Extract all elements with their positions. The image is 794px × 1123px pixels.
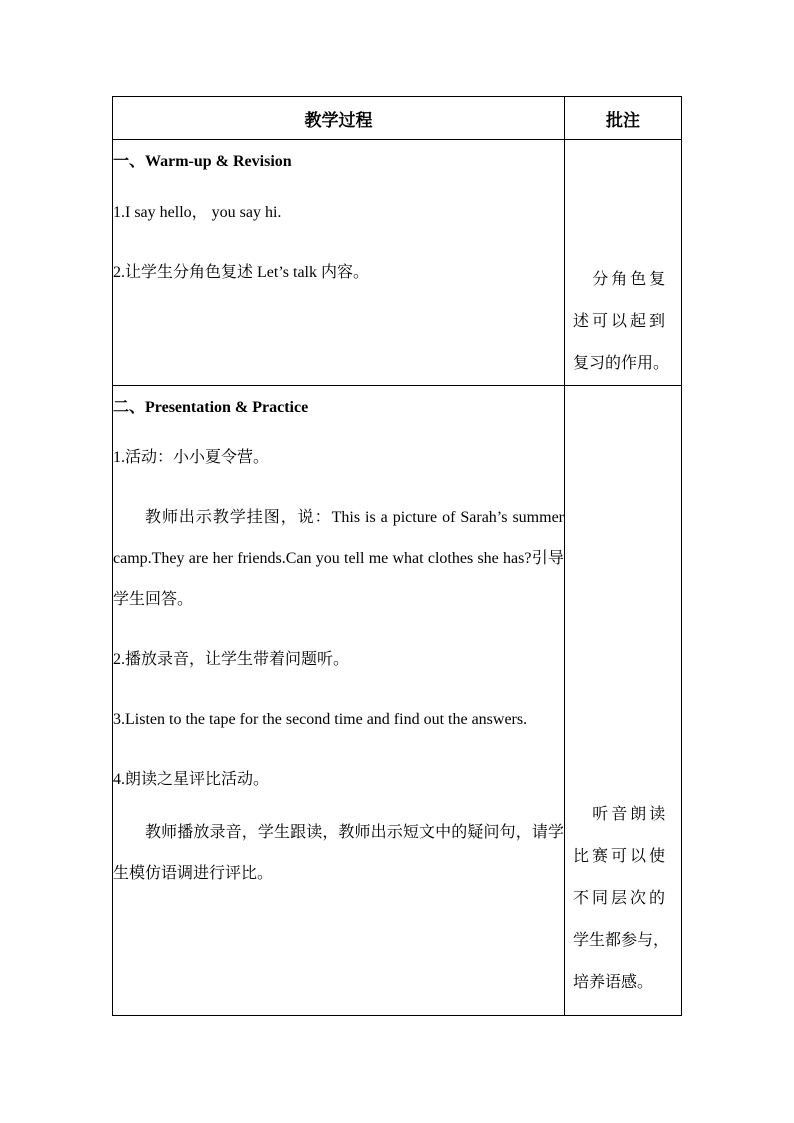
section2-note-line-2: 比赛可以使	[573, 848, 669, 865]
section1-title: 一、Warm-up & Revision	[113, 153, 292, 170]
section1-note-line-1: 分角色复	[592, 271, 669, 288]
section2-item-3: 3.Listen to the tape for the second time and find out the answers.	[113, 711, 528, 728]
section2-note-line-5: 培养语感。	[573, 974, 654, 991]
section1-content	[113, 140, 565, 386]
section2-row	[113, 386, 682, 1016]
lesson-plan-table	[112, 96, 682, 1016]
section2-note-line-3: 不同层次的	[573, 890, 669, 907]
section2-item-1: 1.活动：小小夏令营。	[113, 449, 270, 466]
section1-note	[565, 140, 682, 386]
section1-note-line-2: 述可以起到	[573, 313, 669, 330]
section1-item-2: 2.让学生分角色复述 Let’s talk 内容。	[113, 264, 369, 281]
section2-item-4: 4.朗读之星评比活动。	[113, 771, 270, 788]
section1-item-1: 1.I say hello， you say hi.	[113, 204, 282, 221]
section1-note-line-3: 复习的作用。	[573, 355, 670, 372]
header-notes: 批注	[565, 97, 682, 140]
section2-item-2: 2.播放录音，让学生带着问题听。	[113, 651, 350, 668]
header-row	[113, 97, 682, 140]
section1-row	[113, 140, 682, 386]
header-process: 教学过程	[113, 97, 565, 140]
section2-content	[113, 386, 565, 1016]
section2-item-4-detail: 教师播放录音，学生跟读，教师出示短文中的疑问句，请学生模仿语调进行评比。	[113, 824, 564, 882]
section2-note	[565, 386, 682, 1016]
section2-item-1-detail: 教师出示教学挂图，说：This is a picture of Sarah’s summer camp.They are her friends.Can you tell me what clothes she has?引导学生回答。	[113, 509, 564, 608]
section2-note-line-4: 学生都参与，	[573, 932, 670, 949]
section2-note-line-1: 听音朗读	[592, 806, 669, 823]
section2-title: 二、Presentation & Practice	[113, 399, 309, 416]
